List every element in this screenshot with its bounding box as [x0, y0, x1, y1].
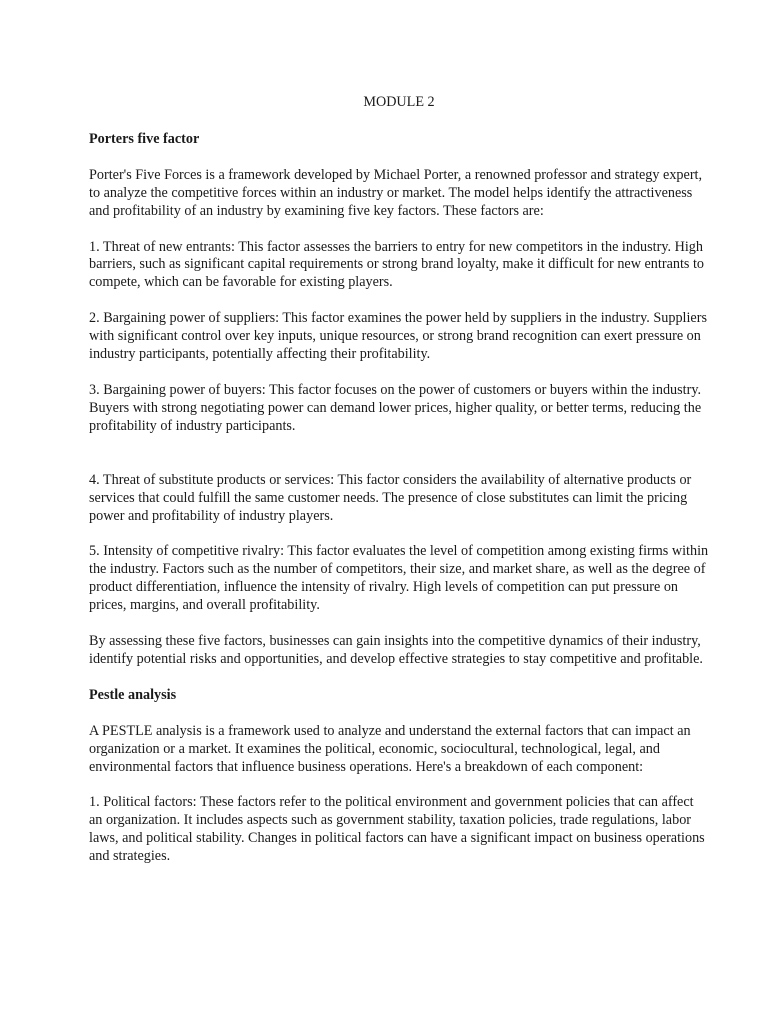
paragraph-supplier-power: 2. Bargaining power of suppliers: This factor examines the power held by suppliers in the industry. Suppliers with significant control over key inputs, unique resources, or strong brand recognition can exert pressure on industry participants, potentially affecting their profitability. — [89, 310, 707, 363]
paragraph-porters-conclusion: By assessing these five factors, businesses can gain insights into the competitive dynamics of their industry, identify potential risks and opportunities, and develop effective strategies to stay competitive and profitable. — [89, 633, 703, 667]
paragraph-substitutes: 4. Threat of substitute products or services: This factor considers the availability of alternative products or services that could fulfill the same customer needs. The presence of close substitutes can limit the pricing power and profitability of industry players. — [89, 471, 692, 524]
paragraph-rivalry: 5. Intensity of competitive rivalry: This factor evaluates the level of competition among existing firms within the industry. Factors such as the number of competitors, their size, and market share, as well as the degree of product differentiation, influence the intensity of rivalry. High levels of competition can put pressure on prices, margins, and overall profitability. — [89, 543, 709, 614]
section-heading-porters: Porters five factor — [89, 130, 200, 147]
section-heading-pestle: Pestle analysis — [89, 686, 177, 703]
module-title: MODULE 2 — [363, 94, 435, 110]
paragraph-porters-intro: Porter's Five Forces is a framework developed by Michael Porter, a renowned professor and strategy expert, to analyze the competitive forces within an industry or market. The model helps identify the attractiveness and profitability of an industry by examining five key factors. These factors are: — [89, 166, 703, 219]
paragraph-buyer-power: 3. Bargaining power of buyers: This factor focuses on the power of customers or buyers within the industry. Buyers with strong negotiating power can demand lower prices, higher quality, or better terms, reducing the profitability of industry participants. — [89, 381, 702, 434]
document-page — [89, 94, 709, 884]
paragraph-new-entrants: 1. Threat of new entrants: This factor assesses the barriers to entry for new competitors in the industry. High barriers, such as significant capital requirements or strong brand loyalty, make it difficult for new entrants to compete, which can be favorable for existing players. — [89, 238, 705, 291]
paragraph-political-factors: 1. Political factors: These factors refer to the political environment and government policies that can affect an organization. It includes aspects such as government stability, taxation policies, trade regulations, labor laws, and political stability. Changes in political factors can have a significant impact on business operations and strategies. — [89, 794, 705, 865]
paragraph-pestle-intro: A PESTLE analysis is a framework used to analyze and understand the external factors that can impact an organization or a market. It examines the political, economic, sociocultural, technological, legal, and environmental factors that influence business operations. Here's a breakdown of each component: — [89, 722, 691, 775]
